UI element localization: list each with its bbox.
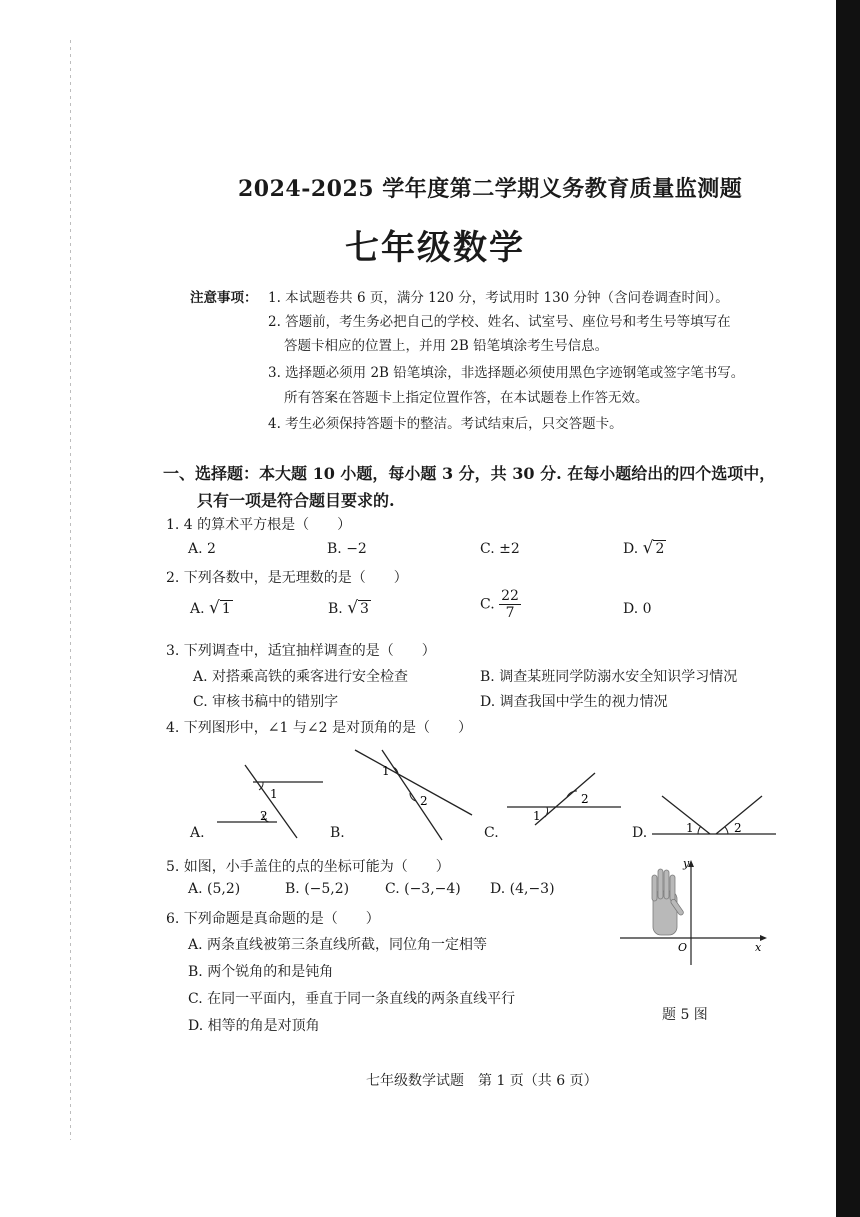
question-stem: 1. 4 的算术平方根是（ ）	[166, 517, 352, 533]
option-a-prefix: A.	[190, 601, 205, 617]
fraction-numerator: 22	[501, 588, 519, 604]
figure-caption: 题 5 图	[662, 1007, 708, 1023]
angle-2-label: 2	[420, 794, 428, 808]
option-a	[190, 598, 233, 618]
question-stem: 3. 下列调查中，适宜抽样调查的是（ ）	[166, 643, 436, 659]
option-d: D. 调查我国中学生的视力情况	[480, 694, 668, 710]
scan-edge-right	[836, 0, 860, 1217]
section-heading-cont: 只有一项是符合题目要求的.	[197, 491, 395, 510]
option-b: B. −2	[327, 541, 367, 557]
option-b: B. 调查某班同学防溺水安全知识学习情况	[480, 669, 738, 685]
x-axis-label: x	[755, 941, 762, 954]
page-footer: 七年级数学试题 第 1 页（共 6 页）	[366, 1073, 598, 1089]
angle-1-label: 1	[686, 821, 694, 835]
option-d: D. 0	[623, 601, 652, 617]
option-b	[328, 598, 371, 618]
sqrt-expression: √ 1	[209, 598, 231, 618]
option-c: C. 在同一平面内，垂直于同一条直线的两条直线平行	[188, 991, 516, 1007]
option-a: A. 对搭乘高铁的乘客进行安全检查	[193, 669, 409, 685]
fraction	[499, 588, 521, 621]
option-c: C. 审核书稿中的错别字	[193, 694, 339, 710]
exam-subject: 七年级数学	[345, 228, 525, 268]
sqrt-arg: 1	[221, 601, 231, 617]
option-b: B. 两个锐角的和是钝角	[188, 964, 334, 980]
option-b: B. (−5,2)	[285, 881, 350, 897]
question-stem: 5. 如图，小手盖住的点的坐标可能为（ ）	[166, 859, 450, 875]
option-d: D. (4,−3)	[490, 881, 555, 897]
angle-1-label: 1	[270, 787, 278, 801]
angle-2-label: 2	[260, 809, 268, 823]
option-d	[623, 538, 666, 558]
figure-b	[350, 745, 480, 845]
option-a-label: A.	[190, 825, 205, 841]
option-a: A. (5,2)	[188, 881, 241, 897]
option-d: D. 相等的角是对顶角	[188, 1018, 320, 1034]
exam-title: 2024-2025 学年度第二学期义务教育质量监测题	[238, 176, 743, 202]
figure-a	[205, 760, 330, 845]
section-heading: 一、选择题：本大题 10 小题，每小题 3 分，共 30 分. 在每小题给出的四个选项中，	[163, 464, 776, 483]
origin-label: O	[678, 941, 688, 954]
option-c-prefix: C.	[480, 596, 495, 613]
note-item: 1. 本试题卷共 6 页，满分 120 分，考试用时 130 分钟（含问卷调查时间）。	[268, 290, 729, 306]
note-item: 3. 选择题必须用 2B 铅笔填涂，非选择题必须使用黑色字迹钢笔或签字笔书写。	[268, 365, 745, 381]
sqrt-expression: √ 2	[642, 538, 665, 558]
y-axis-label: y	[683, 857, 690, 870]
note-item: 2. 答题前，考生务必把自己的学校、姓名、试室号、座位号和考生号等填写在	[268, 314, 731, 330]
angle-2-label: 2	[581, 792, 589, 806]
figure-d	[650, 790, 780, 840]
question-stem: 6. 下列命题是真命题的是（ ）	[166, 911, 380, 927]
angle-1-label: 1	[533, 809, 541, 823]
fraction-denominator: 7	[505, 605, 515, 622]
note-item: 4. 考生必须保持答题卡的整洁。考试结束后，只交答题卡。	[268, 416, 623, 432]
note-item: 所有答案在答题卡上指定位置作答，在本试题卷上作答无效。	[284, 390, 649, 406]
scan-edge-left	[70, 40, 71, 1140]
sqrt-arg: 2	[655, 541, 665, 557]
angle-2-label: 2	[734, 821, 742, 835]
hand-icon	[652, 869, 684, 935]
question-stem: 2. 下列各数中，是无理数的是（ ）	[166, 570, 408, 586]
option-a: A. 2	[188, 541, 216, 557]
option-b-prefix: B.	[328, 601, 343, 617]
note-item: 答题卡相应的位置上，并用 2B 铅笔填涂考生号信息。	[284, 338, 609, 354]
option-a: A. 两条直线被第三条直线所截，同位角一定相等	[188, 937, 488, 953]
option-d-label: D.	[632, 825, 648, 841]
angle-1-label: 1	[382, 764, 390, 778]
figure-c	[505, 765, 625, 830]
option-c: C. (−3,−4)	[385, 881, 461, 897]
sqrt-expression: √ 3	[347, 598, 369, 618]
option-b-label: B.	[330, 825, 345, 841]
option-c: C. ±2	[480, 541, 520, 557]
notes-label: 注意事项：	[190, 290, 258, 306]
option-c-label: C.	[484, 825, 499, 841]
sqrt-arg: 3	[360, 601, 369, 617]
option-c	[480, 588, 521, 621]
coordinate-figure	[615, 855, 770, 970]
question-stem: 4. 下列图形中，∠1 与∠2 是对顶角的是（ ）	[166, 720, 472, 736]
option-d-prefix: D.	[623, 541, 639, 557]
